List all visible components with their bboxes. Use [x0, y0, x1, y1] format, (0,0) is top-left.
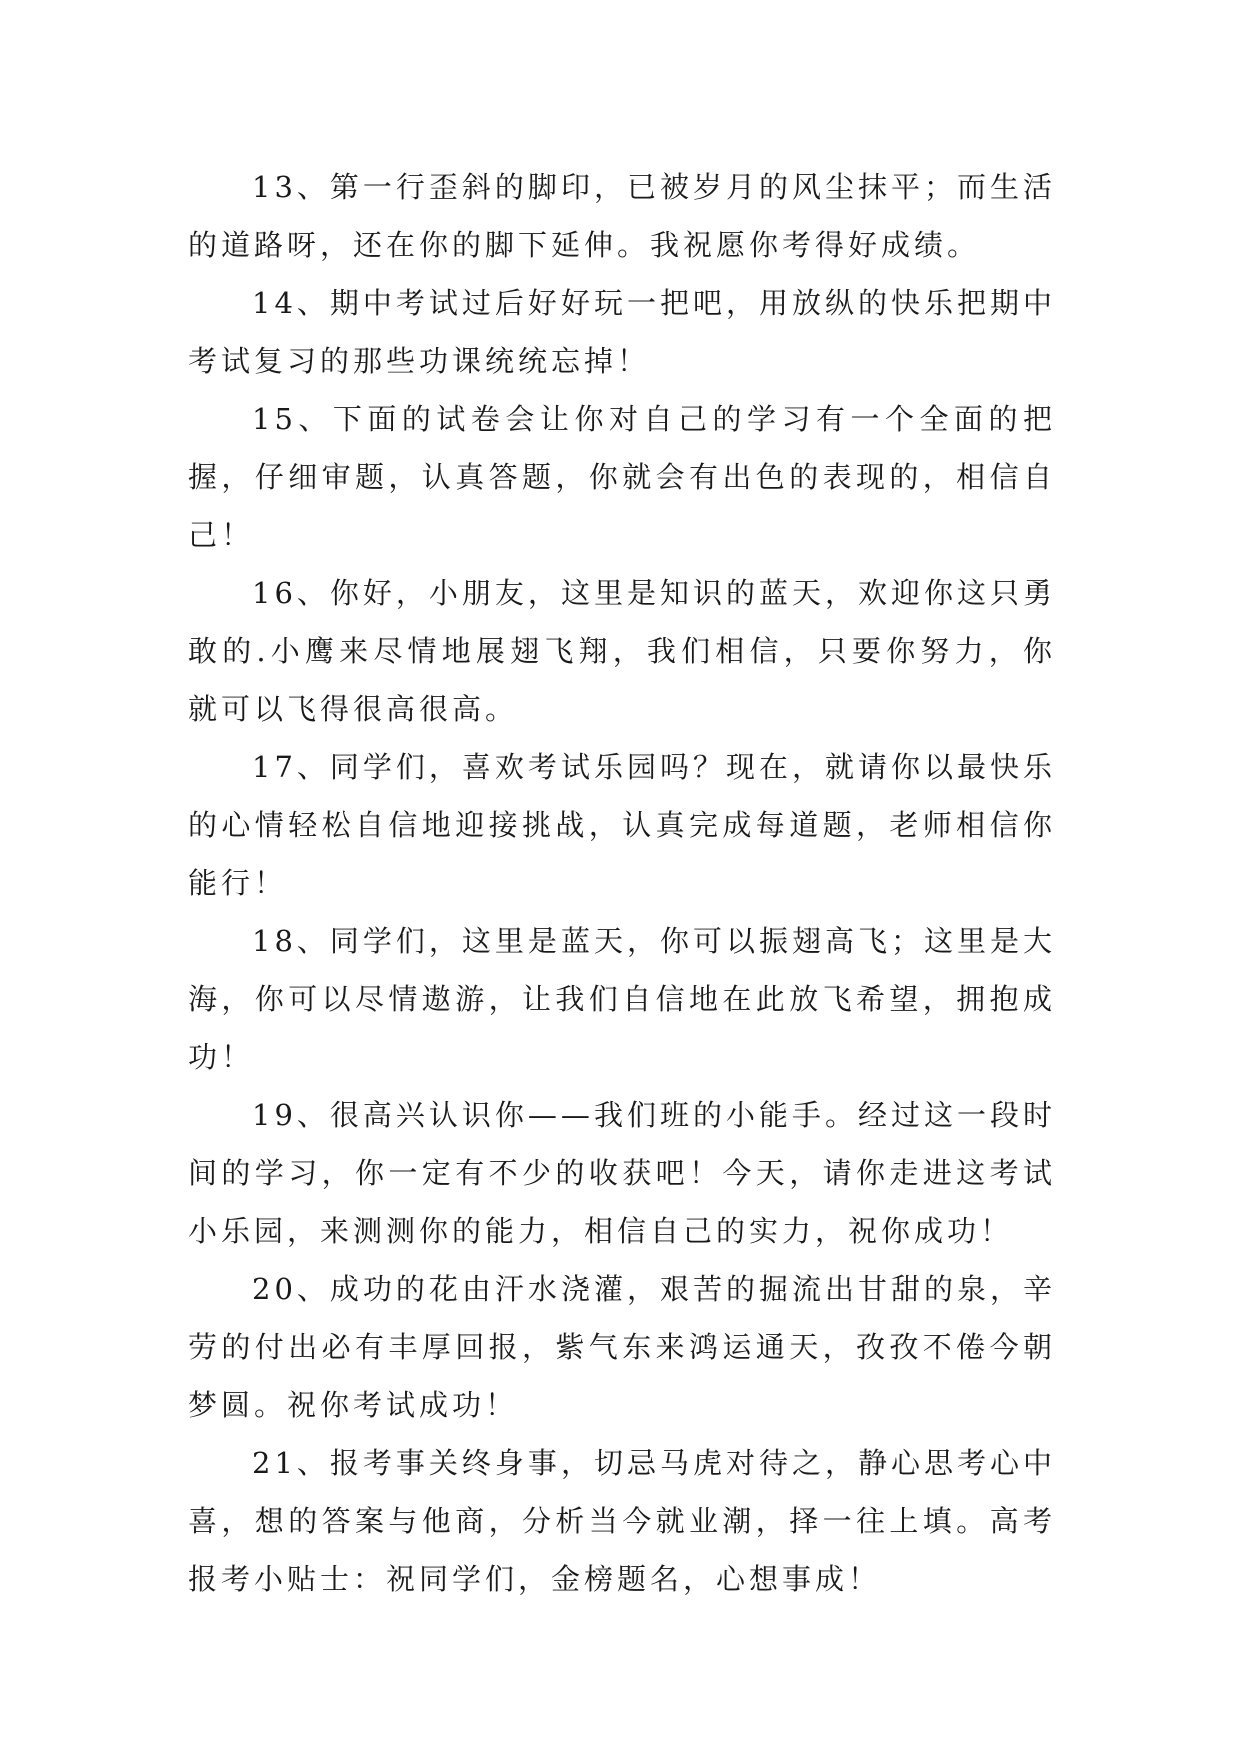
paragraph-20: 20、成功的花由汗水浇灌，艰苦的掘流出甘甜的泉，辛劳的付出必有丰厚回报，紫气东来鸿运通天，孜孜不倦今朝梦圆。祝你考试成功！: [188, 1272, 1056, 1422]
document-page: [188, 158, 1056, 1608]
paragraph-17: 17、同学们，喜欢考试乐园吗？现在，就请你以最快乐的心情轻松自信地迎接挑战，认真完成每道题，老师相信你能行！: [188, 750, 1056, 900]
paragraph-19: 19、很高兴认识你——我们班的小能手。经过这一段时间的学习，你一定有不少的收获吧！今天，请你走进这考试小乐园，来测测你的能力，相信自己的实力，祝你成功！: [188, 1098, 1056, 1248]
paragraph-15: 15、下面的试卷会让你对自己的学习有一个全面的把握，仔细审题，认真答题，你就会有出色的表现的，相信自己！: [188, 402, 1056, 552]
paragraph-18: 18、同学们，这里是蓝天，你可以振翅高飞；这里是大海，你可以尽情遨游，让我们自信地在此放飞希望，拥抱成功！: [188, 924, 1056, 1074]
paragraph-14: 14、期中考试过后好好玩一把吧，用放纵的快乐把期中考试复习的那些功课统统忘掉！: [188, 286, 1056, 378]
paragraph-13: 13、第一行歪斜的脚印，已被岁月的风尘抹平；而生活的道路呀，还在你的脚下延伸。我祝愿你考得好成绩。: [188, 170, 1056, 262]
paragraph-21: 21、报考事关终身事，切忌马虎对待之，静心思考心中喜，想的答案与他商，分析当今就业潮，择一往上填。高考报考小贴士：祝同学们，金榜题名，心想事成！: [188, 1446, 1056, 1596]
paragraph-16: 16、你好，小朋友，这里是知识的蓝天，欢迎你这只勇敢的.小鹰来尽情地展翅飞翔，我们相信，只要你努力，你就可以飞得很高很高。: [188, 576, 1056, 726]
